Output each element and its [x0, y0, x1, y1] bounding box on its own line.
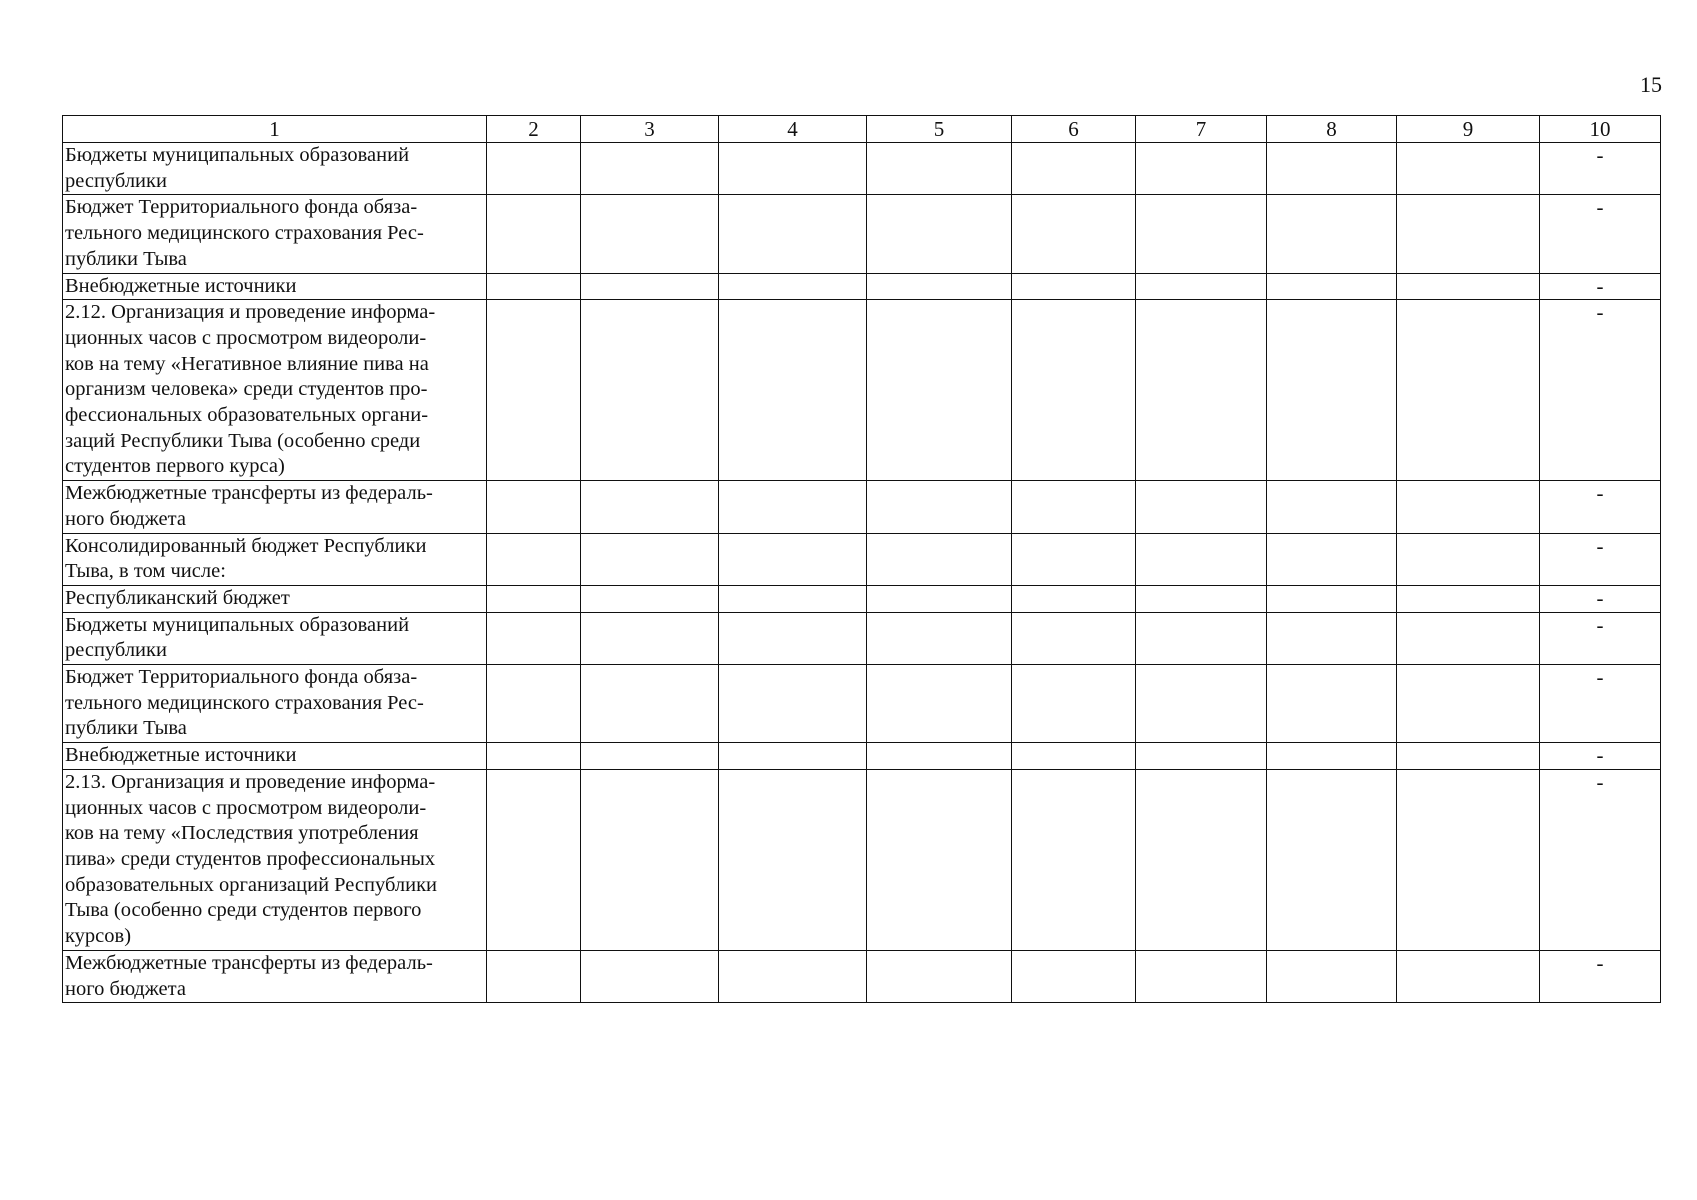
- empty-cell-col-9: [1397, 195, 1540, 273]
- col-10-value: -: [1540, 300, 1661, 481]
- empty-cell-col-8: [1267, 143, 1397, 195]
- row-label: [63, 950, 487, 1002]
- row-label-line: Бюджет Территориального фонда обяза-: [65, 666, 418, 689]
- empty-cell-col-3: [581, 585, 719, 612]
- empty-cell-col-9: [1397, 143, 1540, 195]
- row-label-line: Внебюджетные источники: [65, 274, 297, 297]
- row-label-line: Республиканский бюджет: [65, 586, 290, 609]
- row-label-line: студентов первого курса): [65, 455, 285, 478]
- row-label-line: публики Тыва: [65, 717, 187, 740]
- empty-cell-col-4: [719, 143, 867, 195]
- column-header-5: 5: [867, 116, 1012, 143]
- empty-cell-col-9: [1397, 950, 1540, 1002]
- col-10-value: -: [1540, 273, 1661, 300]
- empty-cell-col-6: [1012, 143, 1136, 195]
- empty-cell-col-6: [1012, 665, 1136, 743]
- row-label-line: тельного медицинского страхования Рес-: [65, 222, 424, 245]
- empty-cell-col-3: [581, 743, 719, 770]
- col-10-value: -: [1540, 585, 1661, 612]
- empty-cell-col-9: [1397, 273, 1540, 300]
- row-label-line: республики: [65, 169, 167, 192]
- empty-cell-col-5: [867, 769, 1012, 950]
- empty-cell-col-7: [1136, 481, 1267, 533]
- table-body: [63, 143, 1661, 1003]
- empty-cell-col-4: [719, 585, 867, 612]
- empty-cell-col-4: [719, 950, 867, 1002]
- empty-cell-col-7: [1136, 743, 1267, 770]
- empty-cell-col-9: [1397, 300, 1540, 481]
- empty-cell-col-2: [487, 743, 581, 770]
- empty-cell-col-5: [867, 743, 1012, 770]
- empty-cell-col-2: [487, 143, 581, 195]
- empty-cell-col-3: [581, 481, 719, 533]
- row-label-line: 2.12. Организация и проведение информа-: [65, 301, 436, 324]
- row-label-line: Тыва, в том числе:: [65, 560, 226, 583]
- empty-cell-col-4: [719, 300, 867, 481]
- row-label-line: республики: [65, 639, 167, 662]
- column-header-1: 1: [63, 116, 487, 143]
- col-10-value: -: [1540, 743, 1661, 770]
- empty-cell-col-9: [1397, 743, 1540, 770]
- empty-cell-col-7: [1136, 769, 1267, 950]
- empty-cell-col-5: [867, 481, 1012, 533]
- table-row: [63, 665, 1661, 743]
- empty-cell-col-5: [867, 273, 1012, 300]
- empty-cell-col-4: [719, 533, 867, 585]
- empty-cell-col-8: [1267, 950, 1397, 1002]
- empty-cell-col-5: [867, 665, 1012, 743]
- row-label-line: Межбюджетные трансферты из федераль-: [65, 482, 433, 505]
- column-header-4: 4: [719, 116, 867, 143]
- col-10-value: -: [1540, 665, 1661, 743]
- column-header-8: 8: [1267, 116, 1397, 143]
- row-label-line: тельного медицинского страхования Рес-: [65, 691, 424, 714]
- row-label-line: организм человека» среди студентов про-: [65, 378, 428, 401]
- empty-cell-col-6: [1012, 300, 1136, 481]
- empty-cell-col-4: [719, 743, 867, 770]
- empty-cell-col-5: [867, 143, 1012, 195]
- table-row: [63, 300, 1661, 481]
- empty-cell-col-6: [1012, 612, 1136, 664]
- empty-cell-col-9: [1397, 533, 1540, 585]
- empty-cell-col-7: [1136, 143, 1267, 195]
- row-label: [63, 300, 487, 481]
- empty-cell-col-7: [1136, 665, 1267, 743]
- row-label-line: 2.13. Организация и проведение информа-: [65, 770, 436, 793]
- empty-cell-col-3: [581, 195, 719, 273]
- row-label: [63, 743, 487, 770]
- empty-cell-col-6: [1012, 743, 1136, 770]
- empty-cell-col-5: [867, 300, 1012, 481]
- empty-cell-col-2: [487, 612, 581, 664]
- budget-table: [62, 115, 1661, 1003]
- row-label-line: ного бюджета: [65, 977, 186, 1000]
- col-10-value: -: [1540, 481, 1661, 533]
- row-label: [63, 195, 487, 273]
- column-header-3: 3: [581, 116, 719, 143]
- row-label-line: ков на тему «Негативное влияние пива на: [65, 352, 429, 375]
- empty-cell-col-5: [867, 195, 1012, 273]
- col-10-value: -: [1540, 533, 1661, 585]
- empty-cell-col-6: [1012, 950, 1136, 1002]
- row-label-line: Бюджеты муниципальных образований: [65, 613, 410, 636]
- col-10-value: -: [1540, 612, 1661, 664]
- row-label-line: Межбюджетные трансферты из федераль-: [65, 951, 433, 974]
- empty-cell-col-8: [1267, 743, 1397, 770]
- table-row: [63, 585, 1661, 612]
- column-header-7: 7: [1136, 116, 1267, 143]
- empty-cell-col-2: [487, 195, 581, 273]
- table-row: [63, 143, 1661, 195]
- empty-cell-col-4: [719, 612, 867, 664]
- empty-cell-col-8: [1267, 533, 1397, 585]
- table-row: [63, 273, 1661, 300]
- col-10-value: -: [1540, 769, 1661, 950]
- row-label: [63, 612, 487, 664]
- col-10-value: -: [1540, 143, 1661, 195]
- empty-cell-col-7: [1136, 533, 1267, 585]
- row-label-line: Бюджет Территориального фонда обяза-: [65, 196, 418, 219]
- empty-cell-col-6: [1012, 195, 1136, 273]
- empty-cell-col-2: [487, 769, 581, 950]
- table-row: [63, 533, 1661, 585]
- row-label-line: Консолидированный бюджет Республики: [65, 534, 427, 557]
- empty-cell-col-3: [581, 769, 719, 950]
- table-row: [63, 195, 1661, 273]
- row-label: [63, 769, 487, 950]
- row-label-line: заций Республики Тыва (особенно среди: [65, 429, 421, 452]
- empty-cell-col-8: [1267, 665, 1397, 743]
- row-label-line: ного бюджета: [65, 507, 186, 530]
- empty-cell-col-5: [867, 585, 1012, 612]
- row-label-line: ционных часов с просмотром видеороли-: [65, 326, 427, 349]
- empty-cell-col-6: [1012, 481, 1136, 533]
- empty-cell-col-8: [1267, 769, 1397, 950]
- empty-cell-col-2: [487, 481, 581, 533]
- row-label: [63, 665, 487, 743]
- column-header-10: 10: [1540, 116, 1661, 143]
- row-label: [63, 585, 487, 612]
- empty-cell-col-6: [1012, 769, 1136, 950]
- empty-cell-col-8: [1267, 585, 1397, 612]
- empty-cell-col-4: [719, 769, 867, 950]
- row-label-line: образовательных организаций Республики: [65, 873, 438, 896]
- column-header-9: 9: [1397, 116, 1540, 143]
- table-header-row: [63, 116, 1661, 143]
- col-10-value: -: [1540, 195, 1661, 273]
- empty-cell-col-3: [581, 665, 719, 743]
- table-row: [63, 612, 1661, 664]
- empty-cell-col-3: [581, 612, 719, 664]
- empty-cell-col-4: [719, 195, 867, 273]
- empty-cell-col-5: [867, 533, 1012, 585]
- empty-cell-col-3: [581, 143, 719, 195]
- row-label-line: ков на тему «Последствия употребления: [65, 822, 419, 845]
- empty-cell-col-8: [1267, 481, 1397, 533]
- row-label-line: Бюджеты муниципальных образований: [65, 144, 410, 166]
- empty-cell-col-2: [487, 533, 581, 585]
- empty-cell-col-3: [581, 300, 719, 481]
- row-label: [63, 273, 487, 300]
- empty-cell-col-3: [581, 950, 719, 1002]
- empty-cell-col-7: [1136, 612, 1267, 664]
- row-label-line: ционных часов с просмотром видеороли-: [65, 796, 427, 819]
- empty-cell-col-9: [1397, 585, 1540, 612]
- empty-cell-col-2: [487, 585, 581, 612]
- empty-cell-col-7: [1136, 195, 1267, 273]
- empty-cell-col-8: [1267, 300, 1397, 481]
- empty-cell-col-2: [487, 950, 581, 1002]
- empty-cell-col-2: [487, 273, 581, 300]
- empty-cell-col-4: [719, 481, 867, 533]
- column-header-2: 2: [487, 116, 581, 143]
- row-label-line: пива» среди студентов профессиональных: [65, 847, 436, 870]
- empty-cell-col-2: [487, 300, 581, 481]
- empty-cell-col-9: [1397, 665, 1540, 743]
- empty-cell-col-3: [581, 273, 719, 300]
- row-label: [63, 533, 487, 585]
- empty-cell-col-8: [1267, 195, 1397, 273]
- empty-cell-col-5: [867, 612, 1012, 664]
- column-header-6: 6: [1012, 116, 1136, 143]
- empty-cell-col-5: [867, 950, 1012, 1002]
- row-label-line: публики Тыва: [65, 247, 187, 270]
- row-label: [63, 481, 487, 533]
- empty-cell-col-4: [719, 273, 867, 300]
- col-10-value: -: [1540, 950, 1661, 1002]
- row-label-line: Внебюджетные источники: [65, 744, 297, 767]
- empty-cell-col-2: [487, 665, 581, 743]
- empty-cell-col-4: [719, 665, 867, 743]
- table-row: [63, 950, 1661, 1002]
- row-label-line: Тыва (особенно среди студентов первого: [65, 899, 422, 922]
- empty-cell-col-9: [1397, 769, 1540, 950]
- empty-cell-col-9: [1397, 481, 1540, 533]
- empty-cell-col-7: [1136, 273, 1267, 300]
- table-row: [63, 743, 1661, 770]
- empty-cell-col-7: [1136, 300, 1267, 481]
- empty-cell-col-8: [1267, 273, 1397, 300]
- row-label-line: фессиональных образовательных органи-: [65, 404, 429, 427]
- empty-cell-col-6: [1012, 533, 1136, 585]
- empty-cell-col-7: [1136, 585, 1267, 612]
- empty-cell-col-8: [1267, 612, 1397, 664]
- table-row: [63, 481, 1661, 533]
- empty-cell-col-9: [1397, 612, 1540, 664]
- page-number: 15: [1640, 72, 1662, 97]
- row-label-line: курсов): [65, 925, 132, 948]
- row-label: [63, 143, 487, 195]
- empty-cell-col-7: [1136, 950, 1267, 1002]
- empty-cell-col-6: [1012, 585, 1136, 612]
- empty-cell-col-3: [581, 533, 719, 585]
- empty-cell-col-6: [1012, 273, 1136, 300]
- table-row: [63, 769, 1661, 950]
